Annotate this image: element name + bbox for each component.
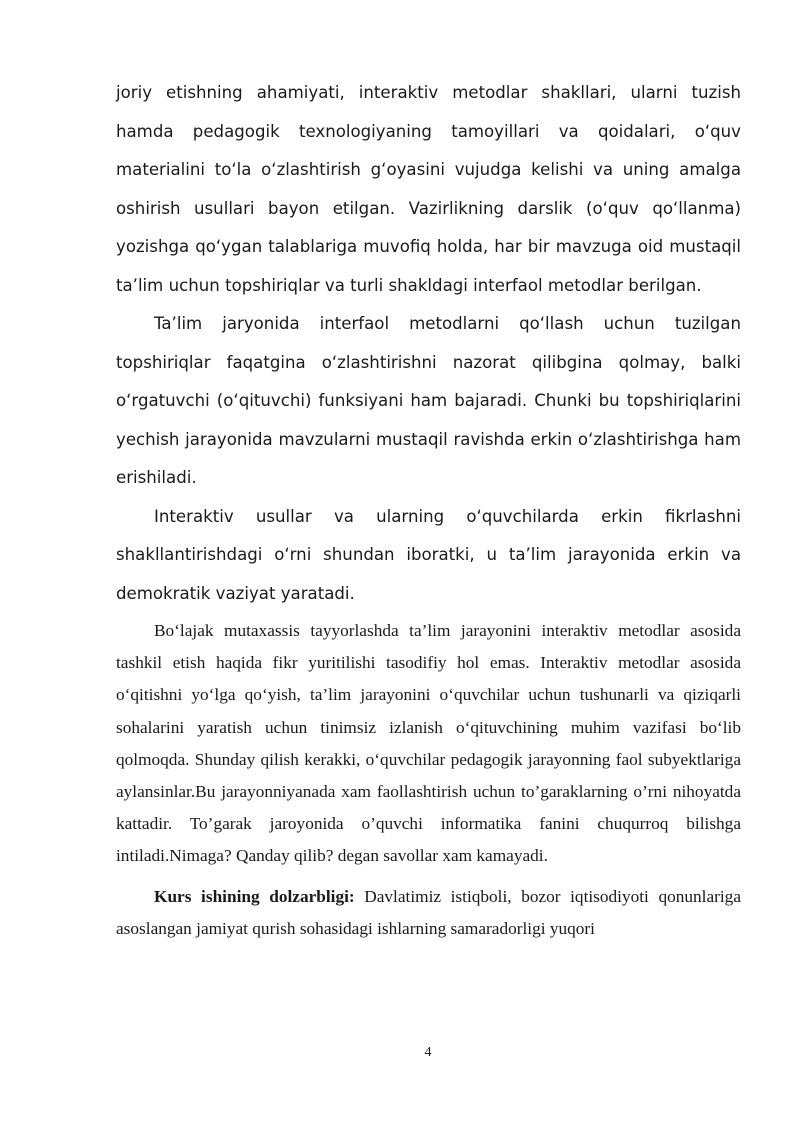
paragraph-interactive-methods: Interaktiv usullar va ularning o‘quvchilarda erkin fikrlashni shakllantirishdagi o‘rni shundan iboratki, u ta’lim jarayonida erkin va demokratik vaziyat yaratadi.	[116, 506, 741, 603]
serif-section	[116, 615, 741, 945]
page-number: 4	[424, 1045, 432, 1060]
relevance-heading: Kurs ishining dolzarbligi:	[154, 886, 355, 906]
page-body	[116, 74, 741, 945]
paragraph-future-specialist: Bo‘lajak mutaxassis tayyorlashda ta’lim jarayonini interaktiv metodlar asosida tashkil etish haqida fikr yuritilishi tasodifiy hol emas. Interaktiv metodlar asosida o‘qitishni yo‘lga qo‘yish, ta’lim jarayonini o‘quvchilar uchun tushunarli va qiziqarli sohalarini yaratish uchun tinimsiz izlanish o‘qituvchining muhim vazifasi bo‘lib qolmoqda. Shunday qilish kerakki, o‘quvchilar pedagogik jarayonning faol subyektlariga aylansinlar.Bu jarayonniyanada xam faollashtirish uchun to’garaklarning o’rni nihoyatda kattadir. To’garak jaroyonida o’quvchi informatika fanini chuqurroq bilishga intiladi.Nimaga? Qanday qilib? degan savollar xam kamayadi.	[116, 621, 741, 866]
paragraph-intro-continuation: joriy etishning ahamiyati, interaktiv metodlar shakllari, ularni tuzish hamda pedagogik texnologiyaning tamoyillari va qoidalari, o‘quv materialini to‘la o‘zlashtirish g‘oyasini vujudga kelishi va uning amalga oshirish usullari bayon etilgan. Vazirlikning darslik (o‘quv qo‘llanma) yozishga qo‘ygan talablariga muvofiq holda, har bir mavzuga oid mustaqil ta’lim uchun topshiriqlar va turli shakldagi interfaol metodlar berilgan.	[116, 83, 741, 295]
relevance-text: Davlatimiz istiqboli, bozor iqtisodiyoti qonunlariga asoslangan jamiyat qurish sohasidagi ishlarning samaradorligi yuqori	[116, 886, 741, 938]
paragraph-interactive-tasks: Ta’lim jaryonida interfaol metodlarni qo‘llash uchun tuzilgan topshiriqlar faqatgina o‘zlashtirishni nazorat qilibgina qolmay, balki o‘rgatuvchi (o‘qituvchi) funksiyani ham bajaradi. Chunki bu topshiriqlarini yechish jarayonida mavzularni mustaqil ravishda erkin o‘zlashtirishga ham erishiladi.	[116, 314, 741, 487]
paragraph-relevance	[116, 881, 741, 945]
